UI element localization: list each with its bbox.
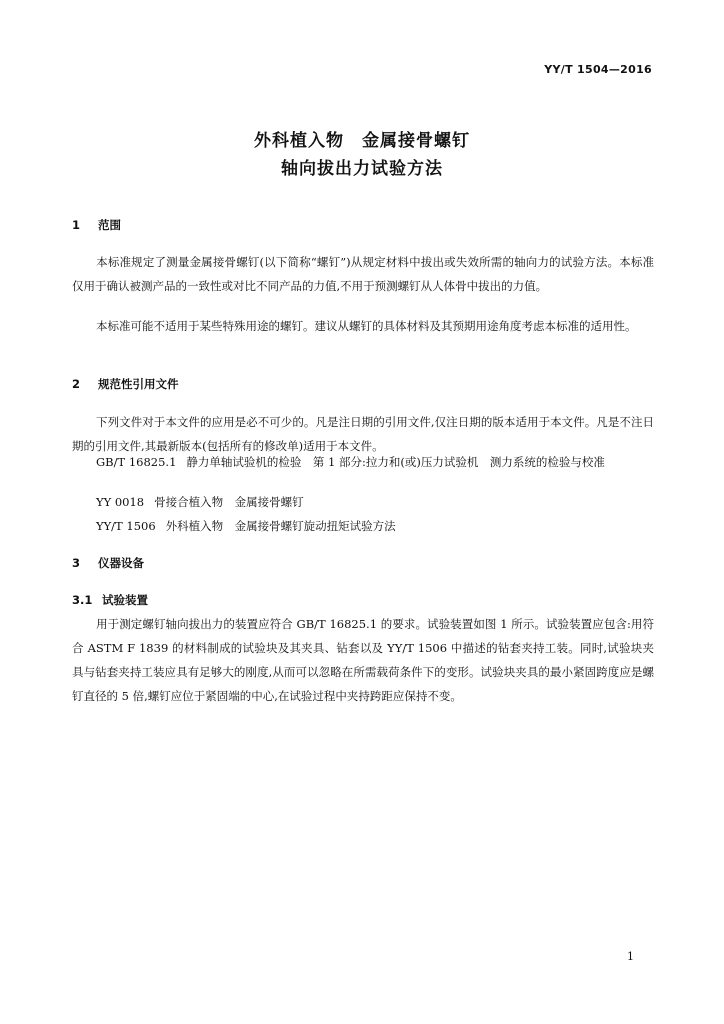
section-number: 2	[72, 377, 81, 391]
reference-item	[96, 490, 654, 514]
subsection-title: 试验装置	[102, 593, 148, 607]
paragraph-text: 下列文件对于本文件的应用是必不可少的。凡是注日期的引用文件,仅注日期的版本适用于本文件。凡是不注日期的引用文件,其最新版本(包括所有的修改单)适用于本文件。	[72, 415, 654, 453]
section-heading-scope	[72, 217, 121, 233]
scope-paragraph-1	[72, 250, 654, 298]
reference-id: GB/T 16825.1	[96, 455, 177, 469]
standard-code: YY/T 1504—2016	[544, 63, 652, 76]
reference-id: YY 0018	[96, 495, 145, 509]
section-number: 1	[72, 218, 81, 232]
paragraph-text: 用于测定螺钉轴向拔出力的装置应符合 GB/T 16825.1 的要求。试验装置如图 1 所示。试验装置应包含:用符合 ASTM F 1839 的材料制成的试验块及其夹具、钻套以及 YY/T 1506 中描述的钻套夹持工装。同时,试验块夹具与钻套夹持工装应具有足够大的刚度,从而可以忽略在所需载荷条件下的变形。试验块夹具的最小紧固跨度应是螺钉直径的 5 倍,螺钉应位于紧固端的中心,在试验过程中夹持跨距应保持不变。	[72, 617, 654, 703]
page-number: 1	[627, 950, 634, 963]
document-title-line-2: 轴向拔出力试验方法	[281, 159, 443, 179]
section-number: 3	[72, 556, 81, 570]
subsection-number: 3.1	[72, 593, 93, 607]
reference-id: YY/T 1506	[96, 519, 156, 533]
reference-title: 骨接合植入物 金属接骨螺钉	[154, 495, 304, 509]
section-title: 规范性引用文件	[98, 377, 179, 391]
subsection-heading-test-apparatus	[72, 592, 148, 608]
reference-title: 静力单轴试验机的检验 第 1 部分:拉力和(或)压力试验机 测力系统的检验与校准	[186, 455, 605, 469]
scope-paragraph-2	[72, 314, 654, 338]
section-heading-apparatus	[72, 555, 144, 571]
reference-title: 外科植入物 金属接骨螺钉旋动扭矩试验方法	[165, 519, 396, 533]
apparatus-paragraph	[72, 612, 654, 708]
section-heading-normative	[72, 376, 179, 392]
reference-item	[72, 450, 654, 474]
section-title: 仪器设备	[98, 556, 144, 570]
paragraph-text: 本标准可能不适用于某些特殊用途的螺钉。建议从螺钉的具体材料及其预期用途角度考虑本标准的适用性。	[96, 319, 637, 333]
paragraph-text: 本标准规定了测量金属接骨螺钉(以下简称“螺钉”)从规定材料中拔出或失效所需的轴向力的试验方法。本标准仅用于确认被测产品的一致性或对比不同产品的力值,不用于预测螺钉从人体骨中拔出的力值。	[72, 255, 654, 293]
document-title-line-1: 外科植入物 金属接骨螺钉	[254, 131, 470, 151]
reference-item	[96, 514, 654, 538]
section-title: 范围	[98, 218, 121, 232]
